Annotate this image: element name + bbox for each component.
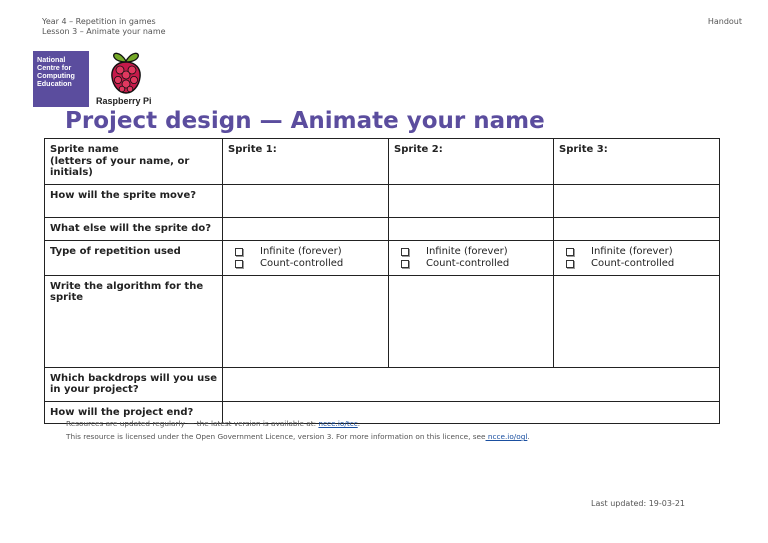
count-controlled-checkbox[interactable]	[235, 260, 243, 268]
table-row	[45, 367, 720, 401]
infinite-checkbox[interactable]	[235, 248, 243, 256]
sprite-3-repetition-cell	[554, 240, 720, 275]
footer-licence-text: This resource is licensed under the Open Government Licence, version 3. For more information on this licence, see	[66, 432, 486, 441]
infinite-option-label: Infinite (forever)	[426, 245, 508, 257]
count-controlled-option-label: Count-controlled	[591, 257, 675, 269]
sprite-2-algorithm-cell[interactable]	[389, 275, 554, 367]
sprite-3-move-cell[interactable]	[554, 185, 720, 218]
project-design-table	[44, 138, 720, 424]
ncce-logo-line: Centre for	[37, 63, 72, 72]
raspberry-pi-logo	[96, 49, 160, 106]
ncce-logo-line: National	[37, 55, 66, 64]
table-row	[45, 218, 720, 241]
backdrops-label: Which backdrops will you use in your project?	[45, 367, 223, 401]
sprite-2-else-cell[interactable]	[389, 218, 554, 241]
sprite-2-repetition-cell	[389, 240, 554, 275]
sprite-3-algorithm-cell[interactable]	[554, 275, 720, 367]
ncce-ogl-link[interactable]: ncce.io/ogl	[485, 432, 528, 441]
table-row	[45, 139, 720, 185]
algorithm-label: Write the algorithm for the sprite	[45, 275, 223, 367]
ncce-tcc-link[interactable]: ncce.io/tcc	[318, 419, 358, 428]
page-title: Project design — Animate your name	[65, 108, 545, 134]
table-row	[45, 275, 720, 367]
end-label: How will the project end?	[45, 401, 223, 424]
sprite-1-algorithm-cell[interactable]	[223, 275, 389, 367]
sprite-1-repetition-cell	[223, 240, 389, 275]
sprite-2-name-cell[interactable]: Sprite 2:	[389, 139, 554, 185]
footer-licence-note	[66, 432, 530, 441]
count-controlled-checkbox[interactable]	[566, 260, 574, 268]
count-controlled-option-label: Count-controlled	[426, 257, 510, 269]
sprite-3-name-cell[interactable]: Sprite 3:	[554, 139, 720, 185]
header-course-info	[42, 17, 166, 37]
lesson-line: Lesson 3 – Animate your name	[42, 27, 166, 36]
sprite-1-name-cell[interactable]: Sprite 1:	[223, 139, 389, 185]
sprite-3-else-cell[interactable]	[554, 218, 720, 241]
infinite-checkbox[interactable]	[401, 248, 409, 256]
footer-punct: .	[527, 432, 530, 441]
sprite-1-move-cell[interactable]	[223, 185, 389, 218]
ncce-logo-line: Education	[37, 79, 72, 88]
last-updated: Last updated: 19-03-21	[591, 499, 686, 508]
ncce-logo-line: Computing	[37, 71, 75, 80]
doc-type-label: Handout	[707, 17, 742, 26]
infinite-checkbox[interactable]	[566, 248, 574, 256]
footer-updates-note	[66, 419, 360, 428]
footer-updates-text: Resources are updated regularly — the latest version is available at:	[66, 419, 319, 428]
table-row	[45, 185, 720, 218]
raspberry-icon	[108, 49, 144, 95]
infinite-option-label: Infinite (forever)	[260, 245, 342, 257]
count-controlled-option-label: Count-controlled	[260, 257, 344, 269]
table-row	[45, 240, 720, 275]
sprite-2-move-cell[interactable]	[389, 185, 554, 218]
sprite-name-label-text: Sprite name (letters of your name, or initials)	[50, 144, 190, 178]
sprite-name-label	[45, 139, 223, 185]
else-label: What else will the sprite do?	[45, 218, 223, 241]
footer-punct: .	[357, 419, 361, 428]
count-controlled-checkbox[interactable]	[401, 260, 409, 268]
move-label: How will the sprite move?	[45, 185, 223, 218]
infinite-option-label: Infinite (forever)	[591, 245, 673, 257]
repetition-label: Type of repetition used	[45, 240, 223, 275]
course-line: Year 4 – Repetition in games	[42, 17, 156, 26]
raspberry-pi-label: Raspberry Pi	[96, 96, 152, 106]
backdrops-cell[interactable]	[223, 367, 720, 401]
sprite-1-else-cell[interactable]	[223, 218, 389, 241]
ncce-logo	[33, 51, 89, 107]
